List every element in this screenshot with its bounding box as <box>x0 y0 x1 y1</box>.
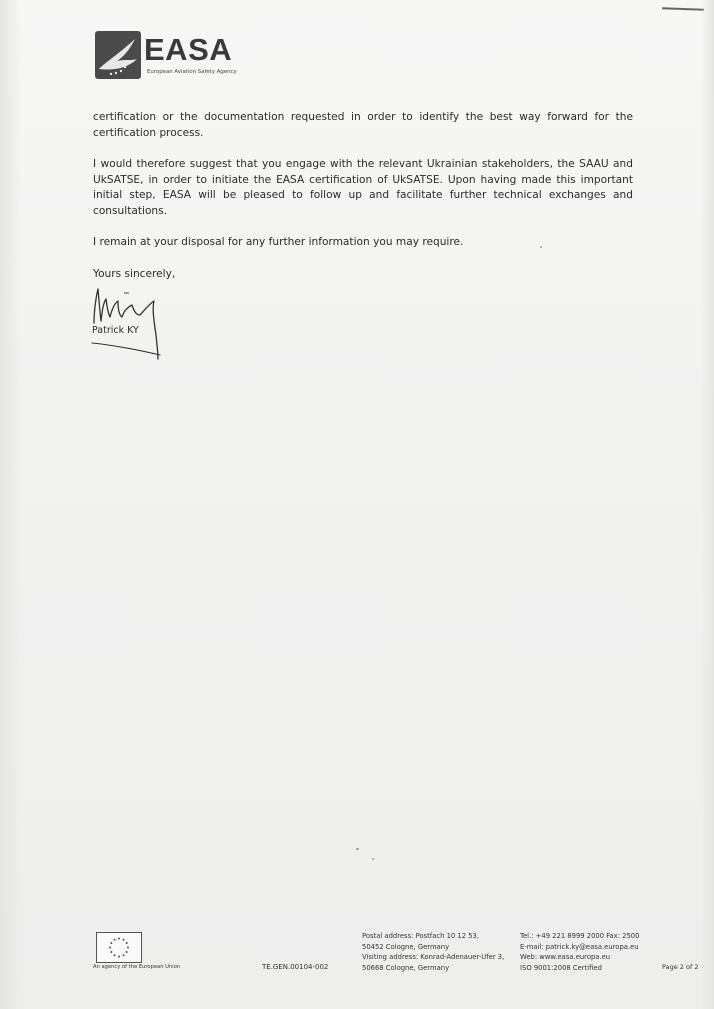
handwritten-signature <box>88 283 178 363</box>
page-footer <box>0 928 714 978</box>
signer-name: Patrick KY <box>92 325 139 336</box>
letter-body <box>93 110 633 298</box>
contact-line: Tel.: +49 221 8999 2000 Fax: 2500 <box>520 932 640 940</box>
closing-line: Yours sincerely, <box>93 267 176 280</box>
postal-address <box>362 931 522 973</box>
contact-line: ISO 9001:2008 Certified <box>520 963 602 972</box>
postal-line: Postal address: Postfach 10 12 53, <box>362 932 480 940</box>
paragraph: certification or the documentation requested in order to identify the best way forward for the certification process. <box>93 111 633 139</box>
paragraph: I would therefore suggest that you engage with the relevant Ukrainian stakeholders, the SAAU and UkSATSE, in order to initiate the EASA certification of UkSATSE. Upon having made this important initial step, EASA will be pleased to follow up and facilitate further technical exchanges and consultations. <box>93 158 633 217</box>
eu-flag-icon <box>96 932 142 963</box>
scan-speck <box>356 848 359 850</box>
document-reference: TE.GEN.00104-002 <box>262 963 329 971</box>
postal-line: Visiting address: Konrad-Adenauer-Ufer 3, <box>362 953 505 962</box>
logo-subtitle: European Aviation Safety Agency <box>147 69 237 75</box>
scan-speck <box>372 858 374 860</box>
postal-line: 50452 Cologne, Germany <box>362 942 450 951</box>
contact-line: E-mail: patrick.ky@easa.europa.eu <box>520 942 639 951</box>
eu-caption: An agency of the European Union <box>93 964 181 970</box>
logo-name: EASA <box>144 32 233 67</box>
scan-speck <box>540 246 542 248</box>
page-number: Page 2 of 2 <box>662 963 699 971</box>
easa-logo <box>95 31 245 83</box>
contact-line: Web: www.easa.europa.eu <box>520 953 611 962</box>
scan-mark <box>662 7 704 10</box>
contact-details <box>520 931 660 973</box>
paragraph: I remain at your disposal for any further information you may require. <box>93 236 464 248</box>
bird-logo-icon <box>95 31 141 79</box>
postal-line: 50668 Cologne, Germany <box>362 963 450 972</box>
